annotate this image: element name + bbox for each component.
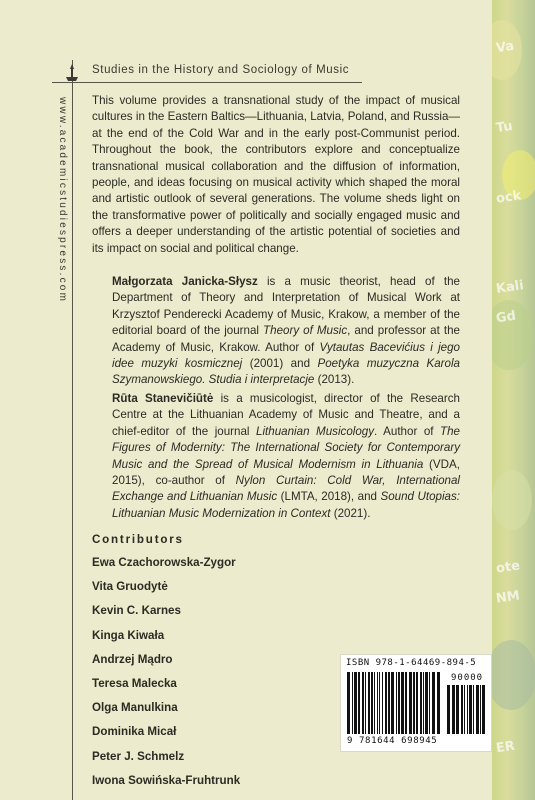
bio-title: Theory of Music [263, 324, 348, 338]
bio-text: . Author of [374, 424, 441, 438]
contributor-name: Ewa Czachorowska-Zygor [92, 556, 236, 569]
contributor-name: Kinga Kiwała [92, 628, 165, 642]
editor-name: Małgorzata Janicka-Słysz [112, 275, 258, 288]
barcode-addon-number: 90000 [451, 673, 484, 683]
contributor-name: Peter J. Schmelz [92, 749, 185, 763]
bio-title: Lithuanian Musicology [256, 424, 375, 438]
bio-text: (LMTA, 2018), and [277, 490, 381, 504]
contributor-name: Andrzej Mądro [92, 652, 173, 666]
contributor-name: Vita Gruodytė [92, 580, 168, 594]
isbn-label: ISBN 978-1-64469-894-5 [346, 658, 477, 668]
bio-text: (2001) and [242, 357, 318, 371]
publisher-logo-icon [63, 62, 81, 84]
isbn-barcode [340, 654, 492, 752]
contributor-name: Dominika Micał [92, 725, 177, 739]
editor-name: Rūta Stanevičiūtė [112, 392, 214, 405]
bio-text: is a musicologist, director of the Research Centre at the Lithuanian Academy of Music and Theatre, and a chief-editor of the journal [112, 392, 460, 438]
contributor-name: Olga Manulkina [92, 701, 178, 715]
publisher-website: www.academicstudiespress.com [57, 97, 68, 304]
bio-title: The Figures of Modernity: The International Society for Contemporary Music and the Spread of Musical Modernism in Lithuania [112, 424, 460, 471]
header-rule [52, 82, 362, 83]
barcode-addon-bars [447, 685, 485, 734]
bio-title: Sound Utopias: Lithuanian Music Modernization in Context [112, 490, 461, 520]
bio-text: is a music theorist, head of the Department of Theory and Interpretation of Musical Work at Krzysztof Penderecki Academy of Music, Krakow, a member of the editorial board of the journal [112, 275, 460, 338]
bio-title: Vytautas Bacevićius i jego idee muzyki kosmicznej [112, 340, 461, 371]
bio-title: Nylon Curtain: Cold War, International Exchange and Lithuanian Music [112, 474, 461, 504]
editor-bio [112, 274, 460, 389]
editor-bio [112, 391, 460, 522]
vertical-rule [72, 60, 73, 800]
barcode-bars [347, 672, 443, 734]
contributor-name: Teresa Malecka [92, 676, 177, 690]
bio-text: (2013). [314, 373, 355, 387]
contributors-list [92, 556, 240, 798]
bio-text: , and professor at the Academy of Music, Krakow. Author of [112, 324, 460, 354]
contributor-name: Iwona Sowińska-Fruhtrunk [92, 773, 241, 787]
bio-text: (2021). [330, 506, 371, 520]
book-description: This volume provides a transnational study of the impact of musical cultures in the Eastern Baltics—Lithuania, Latvia, Poland, and Russia—at the end of the Cold War and in the early post-Communist period. Throughout the book, the contributors explore and conceptualize transnational musical collaboration and the diffusion of information, people, and ideas focusing on musical activity which shaped the moral and artistic outlook of several generations. The volume sheds light on the transformative power of politically and socially engaged music and offers a deeper understanding of the artistic potential of societies and its impact on social and political change. [92, 94, 460, 255]
bio-title: Poetyka muzyczna Karola Szymanowskiego. Studia i interpretacje [112, 357, 460, 387]
front-cover-edge-art: Va Tu ock Kali Gd ote NM ER [492, 0, 535, 800]
series-title: Studies in the History and Sociology of Music [92, 64, 350, 76]
bio-text: (VDA, 2015), co-author of [112, 457, 460, 488]
barcode-number: 9 781644 698945 [347, 736, 438, 746]
contributor-name: Kevin C. Karnes [92, 604, 181, 618]
contributors-heading: Contributors [92, 533, 184, 546]
